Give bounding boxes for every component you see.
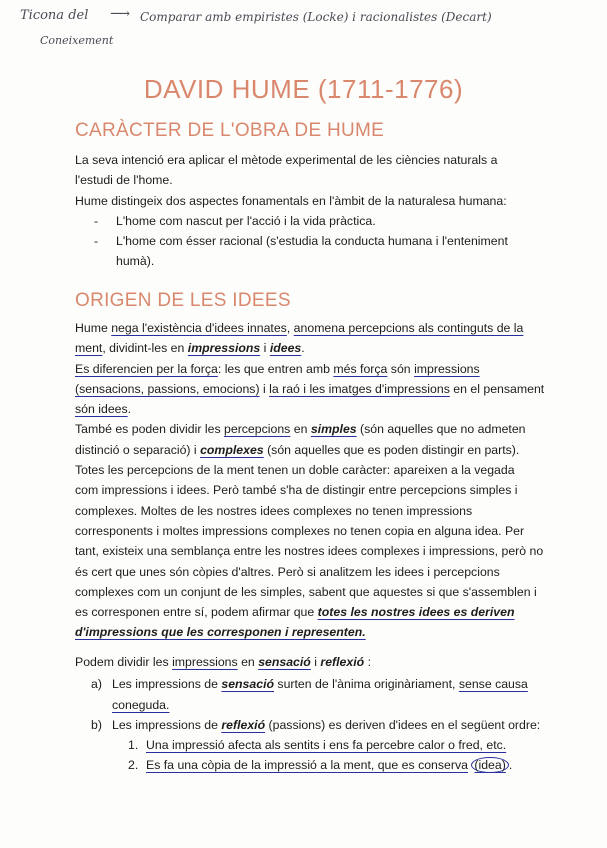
page-title: DAVID HUME (1711-1776) xyxy=(143,74,464,104)
paragraph-line: Hume distingeix dos aspectes fonamentals en l'àmbit de la naturalesa humana: xyxy=(75,193,507,208)
section-character-body xyxy=(75,150,537,272)
text-line: Es fa una còpia de la impressió a la ment, que es conserva (idea) . xyxy=(146,758,513,773)
list-item-a xyxy=(75,674,545,715)
text-line: corresponents i moltes impressions complexes no tenen copia en alguna idea. Per xyxy=(75,523,525,538)
handwritten-note-3: Comparar amb empiristes (Locke) i racionalistes (Decart) xyxy=(140,10,492,24)
text-line: d'impressions que les corresponen i representen. xyxy=(75,625,366,640)
text-line: Podem dividir les impressions en sensació i reflexió : xyxy=(75,655,371,669)
paragraph-line: l'estudi de l'home. xyxy=(75,173,173,188)
text-line: Les impressions de sensació surten de l'ànima originàriament, sense causa xyxy=(112,677,528,692)
section-heading-character: CARÀCTER DE L'OBRA DE HUME xyxy=(75,120,385,141)
numbered-item-2 xyxy=(112,755,545,775)
handwritten-arrow-icon: ⟶ xyxy=(110,6,131,22)
list-marker: a) xyxy=(91,677,102,692)
text-line: tant, existeix una semblança entre les nostres idees complexes i impressions, però no xyxy=(75,544,544,559)
section-impressions-body xyxy=(75,652,545,776)
list-marker: 2. xyxy=(128,758,139,773)
text-line: Hume nega l'existència d'idees innates, anomena percepcions als continguts de la xyxy=(75,321,524,335)
list-item xyxy=(75,231,537,272)
text-line: es corresponen entre sí, podem afirmar que totes les nostres idees es deriven xyxy=(75,605,515,620)
text-line: com impressions i idees. Però també s'ha de distingir entre percepcions simples i xyxy=(75,483,518,498)
text-line: complexes com un conjunt de les simples, sabent que aquestes si que s'assemblen i xyxy=(75,584,537,599)
paragraph-line: La seva intenció era aplicar el mètode experimental de les ciències naturals a xyxy=(75,153,498,167)
list-item-text: L'home com nascut per l'acció i la vida pràctica. xyxy=(116,213,376,228)
text-line: Les impressions de reflexió (passions) es deriven d'idees en el següent ordre: xyxy=(112,717,541,732)
list-marker: 1. xyxy=(128,738,139,753)
text-line: són idees. xyxy=(75,402,132,417)
list-item xyxy=(75,211,537,231)
text-line: és cert que unes són còpies d'altres. Però si analitzem les idees i percepcions xyxy=(75,564,500,579)
list-item-text: humà). xyxy=(116,254,155,269)
text-line: (sensacions, passions, emocions) i la raó i les imatges d'impressions en el pensament xyxy=(75,381,545,396)
text-line: distinció o separació) i complexes (són aquelles que es poden distingir en parts). xyxy=(75,442,520,457)
aspects-list xyxy=(75,211,537,272)
text-line: complexes. Moltes de les nostres idees complexes no tenen impressions xyxy=(75,503,473,518)
text-line: Totes les percepcions de la ment tenen un doble caràcter: apareixen a la vegada xyxy=(75,463,515,478)
text-line: També es poden dividir les percepcions en simples (són aquelles que no admeten xyxy=(75,422,526,437)
list-marker: b) xyxy=(91,717,102,732)
handwritten-note-1: Ticona del xyxy=(20,8,89,23)
text-line: coneguda. xyxy=(112,697,170,712)
section-origin-body xyxy=(75,318,545,643)
section-heading-origin: ORIGEN DE LES IDEES xyxy=(75,290,291,311)
text-line: Una impressió afecta als sentits i ens fa percebre calor o fred, etc. xyxy=(146,738,507,753)
list-item-b xyxy=(75,715,545,776)
list-item-text: L'home com ésser racional (s'estudia la conducta humana i l'enteniment xyxy=(116,234,508,249)
circled-word: (idea) xyxy=(471,757,508,773)
text-line: ment, dividint-les en impressions i idees. xyxy=(75,341,305,356)
text-line: Es diferencien per la força: les que entren amb més força són impressions xyxy=(75,361,480,376)
numbered-item-1 xyxy=(112,735,545,755)
handwritten-note-2: Coneixement xyxy=(40,34,114,47)
